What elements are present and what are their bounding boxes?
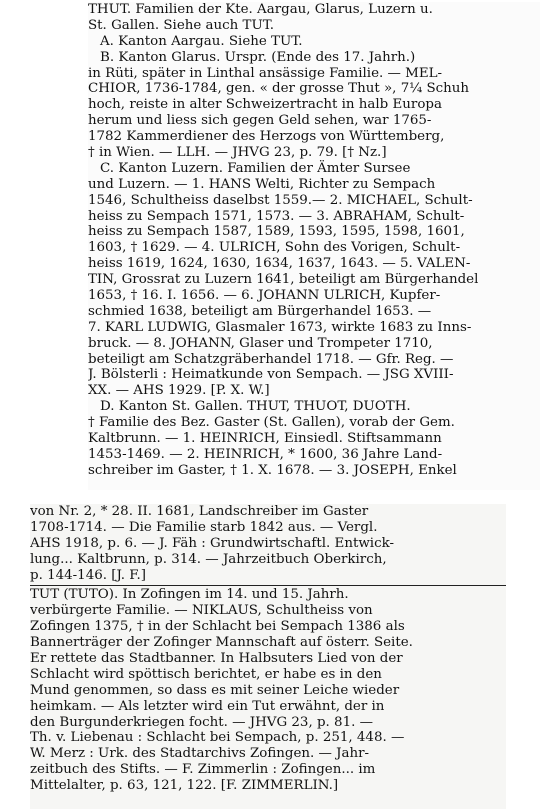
text-line: TUT (TUTO). In Zofingen im 14. und 15. Jahrh. [30, 587, 349, 603]
text-line: Kaltbrunn. — 1. HEINRICH, Einsiedl. Stiftsammann [88, 431, 442, 447]
text-line: 1546, Schultheiss daselbst 1559.— 2. MICHAEL, Schult- [88, 192, 473, 208]
section-divider [30, 585, 506, 586]
text-line: hoch, reiste in alter Schweizertracht in halb Europa [88, 97, 442, 113]
text-line: Schlacht wird spöttisch berichtet, er habe es in den [30, 666, 382, 682]
text-line: THUT. Familien der Kte. Aargau, Glarus, Luzern u. [88, 2, 433, 17]
text-line: schreiber im Gaster, † 1. X. 1678. — 3. JOSEPH, Enkel [88, 462, 457, 478]
text-line: in Rüti, später in Linthal ansässige Familie. — MEL- [88, 65, 443, 81]
text-line: 1603, † 1629. — 4. ULRICH, Sohn des Vorigen, Schult- [88, 240, 461, 256]
text-line: 1653, † 16. I. 1656. — 6. JOHANN ULRICH, Kupfer- [88, 288, 441, 304]
text-line: heiss zu Sempach 1571, 1573. — 3. ABRAHAM, Schult- [88, 208, 465, 224]
text-line: bruck. — 8. JOHANN, Glaser und Trompeter 1710, [88, 335, 433, 351]
text-line: † in Wien. — LLH. — JHVG 23, p. 79. [† Nz.] [88, 145, 387, 161]
text-line: und Luzern. — 1. HANS Welti, Richter zu Sempach [88, 176, 436, 192]
text-line: Mund genommen, so dass es mit seiner Leiche wieder [30, 682, 400, 698]
text-line: D. Kanton St. Gallen. THUT, THUOT, DUOTH. [100, 399, 411, 415]
text-line: CHIOR, 1736-1784, gen. « der grosse Thut », 7¼ Schuh [88, 81, 469, 97]
text-line: zeitbuch des Stifts. — F. Zimmerlin : Zofingen... im [30, 762, 376, 778]
text-line: Bannerträger der Zofinger Mannschaft auf österr. Seite. [30, 635, 413, 651]
text-line: 7. KARL LUDWIG, Glasmaler 1673, wirkte 1683 zu Inns- [88, 319, 472, 335]
text-line: B. Kanton Glarus. Urspr. (Ende des 17. Jahrh.) [100, 49, 416, 65]
text-line: verbürgerte Familie. — NIKLAUS, Schultheiss von [30, 603, 373, 619]
text-line: lung... Kaltbrunn, p. 314. — Jahrzeitbuch Oberkirch, [30, 551, 387, 567]
text-line: † Familie des Bez. Gaster (St. Gallen), vorab der Gem. [88, 415, 455, 431]
text-line: den Burgunderkriegen focht. — JHVG 23, p. 81. — [30, 714, 373, 730]
article-clipping-tut [30, 504, 506, 809]
article-clipping-thut [88, 2, 540, 490]
article-text-tut [30, 587, 506, 794]
text-line: Zofingen 1375, † in der Schlacht bei Sempach 1386 als [30, 619, 405, 635]
text-line: Th. v. Liebenau : Schlacht bei Sempach, p. 251, 448. — [30, 730, 405, 746]
text-line: J. Bölsterli : Heimatkunde von Sempach. — JSG XVIII- [88, 367, 454, 383]
text-line: p. 144-146. [J. F.] [30, 567, 146, 583]
text-line: 1782 Kammerdiener des Herzogs von Württemberg, [88, 129, 445, 145]
text-line: heimkam. — Als letzter wird ein Tut erwähnt, der in [30, 698, 385, 714]
text-line: W. Merz : Urk. des Stadtarchivs Zofingen. — Jahr- [30, 746, 370, 762]
text-line: 1708-1714. — Die Familie starb 1842 aus. — Vergl. [30, 519, 378, 535]
text-line: heiss zu Sempach 1587, 1589, 1593, 1595, 1598, 1601, [88, 224, 465, 240]
text-line: schmied 1638, beteiligt am Bürgerhandel 1653. — [88, 303, 432, 319]
text-line: von Nr. 2, * 28. II. 1681, Landschreiber im Gaster [30, 504, 369, 519]
text-line: 1453-1469. — 2. HEINRICH, * 1600, 36 Jahre Land- [88, 446, 443, 462]
text-line: Er rettete das Stadtbanner. In Halbsuters Lied von der [30, 651, 403, 667]
article-text-thut-continued [30, 504, 506, 583]
text-line: AHS 1918, p. 6. — J. Fäh : Grundwirtschaftl. Entwick- [30, 535, 394, 551]
text-line: beteiligt am Schatzgräberhandel 1718. — Gfr. Reg. — [88, 351, 454, 367]
text-line: St. Gallen. Siehe auch TUT. [88, 17, 274, 33]
page-corner [0, 0, 88, 500]
text-line: A. Kanton Aargau. Siehe TUT. [100, 33, 303, 49]
text-line: heiss 1619, 1624, 1630, 1634, 1637, 1643. — 5. VALEN- [88, 256, 471, 272]
article-text-thut [88, 2, 540, 479]
text-line: Mittelalter, p. 63, 121, 122. [F. ZIMMERLIN.] [30, 778, 339, 794]
text-line: herum und liess sich gegen Geld sehen, war 1765- [88, 113, 432, 129]
text-line: C. Kanton Luzern. Familien der Ämter Sursee [100, 160, 411, 176]
text-line: XX. — AHS 1929. [P. X. W.] [88, 383, 270, 399]
text-line: TIN, Grossrat zu Luzern 1641, beteiligt am Bürgerhandel [88, 272, 479, 288]
